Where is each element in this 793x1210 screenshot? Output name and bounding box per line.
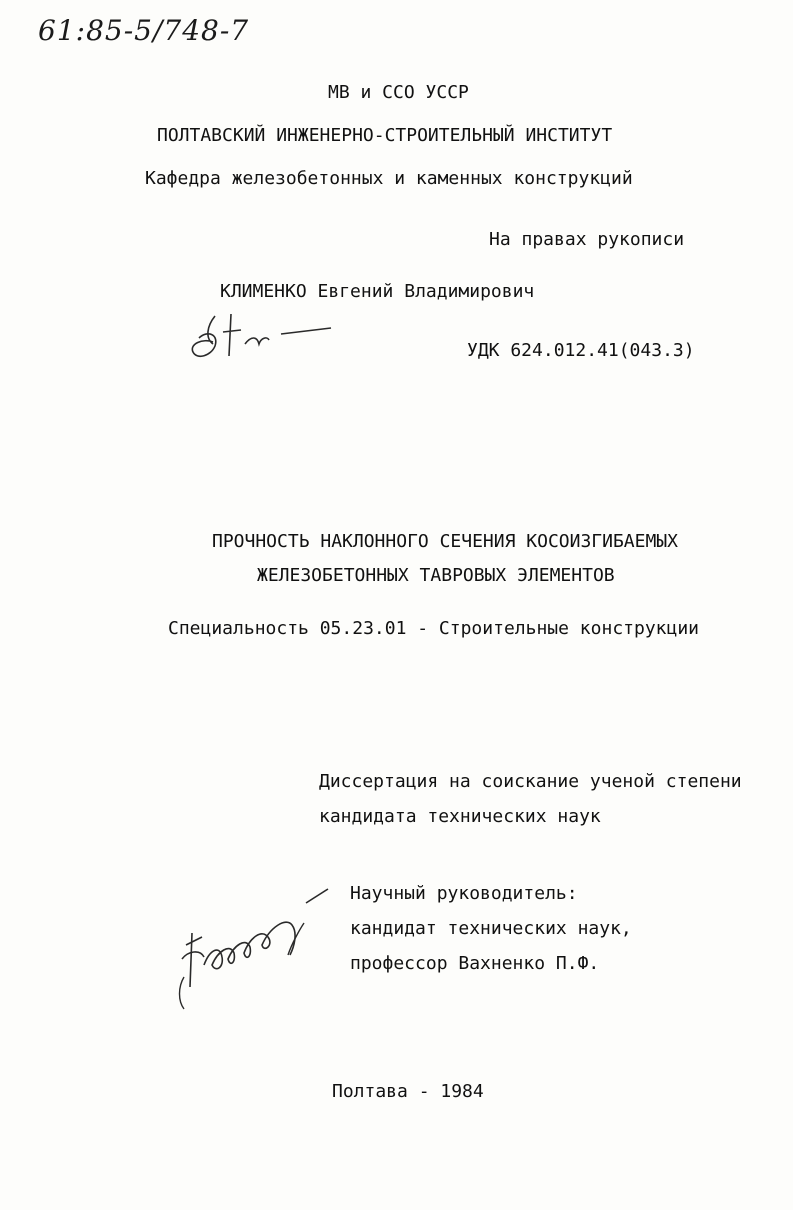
institute-name: ПОЛТАВСКИЙ ИНЖЕНЕРНО-СТРОИТЕЛЬНЫЙ ИНСТИТУТ xyxy=(157,125,613,146)
supervisor-name: профессор Вахненко П.Ф. xyxy=(350,953,600,974)
dissertation-line-1: Диссертация на соискание ученой степени xyxy=(319,771,742,792)
supervisor-signature xyxy=(170,885,335,1015)
department-name: Кафедра железобетонных и каменных конструкций xyxy=(145,168,633,189)
title-line-2: ЖЕЛЕЗОБЕТОННЫХ ТАВРОВЫХ ЭЛЕМЕНТОВ xyxy=(257,565,615,586)
author-signature xyxy=(185,308,335,374)
city-year: Полтава - 1984 xyxy=(332,1081,484,1102)
manuscript-note: На правах рукописи xyxy=(489,229,685,250)
handwritten-archive-code: 61:85-5/748-7 xyxy=(38,14,250,47)
author-name: КЛИМЕНКО Евгений Владимирович xyxy=(220,281,535,302)
title-line-1: ПРОЧНОСТЬ НАКЛОННОГО СЕЧЕНИЯ КОСОИЗГИБАЕМЫХ xyxy=(212,531,678,552)
udc-code: УДК 624.012.41(043.3) xyxy=(467,340,695,361)
supervisor-degree: кандидат технических наук, xyxy=(350,918,632,939)
ministry: МВ и ССО УССР xyxy=(328,82,469,103)
dissertation-line-2: кандидата технических наук xyxy=(319,806,601,827)
supervisor-label: Научный руководитель: xyxy=(350,883,578,904)
specialty: Специальность 05.23.01 - Строительные конструкции xyxy=(168,618,700,639)
